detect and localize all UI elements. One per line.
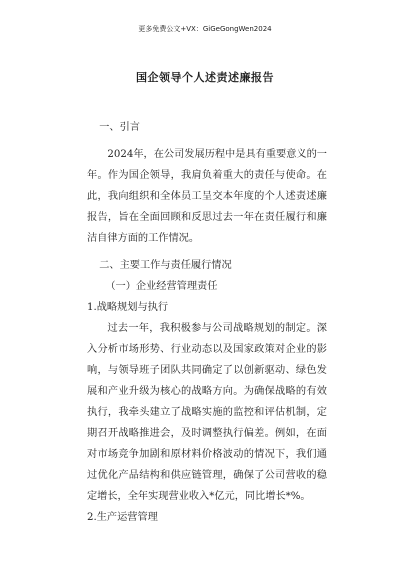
item-heading-strategy: 1.战略规划与执行 (87, 302, 169, 313)
strategy-paragraph: 过去一年，我积极参与公司战略规划的制定。深入分析市场形势、行业动态以及国家政策对企业的影响，与领导班子团队共同确定了以创新驱动、绿色发展和产业升级为核心的战略方向。为确保战略的有效执行，我牵头建立了战略实施的监控和评估机制，定期召开战略推进会，及时调整执行偏差。例如，在面对市场竞争加剧和原材料价格波动的情况下，我们通过优化产品结构和供应链管理，确保了公司营收的稳定增长，全年实现营业收入*亿元，同比增长*%。 (87, 323, 327, 502)
header-note: 更多免费公文+VX：GiGeGongWen2024 (138, 25, 272, 33)
section-heading-main: 二、主要工作与责任履行情况 (99, 260, 232, 271)
section-heading-intro: 一、引言 (99, 122, 140, 133)
document-body (87, 117, 327, 528)
item-heading-operations: 2.生产运营管理 (87, 512, 158, 523)
page-title: 国企领导个人述责述廉报告 (136, 71, 274, 84)
intro-paragraph: 2024年，在公司发展历程中是具有重要意义的一年。作为国企领导，我肩负着重大的责任与使命。在此，我向组织和全体员工呈交本年度的个人述责述廉报告，旨在全面回顾和反思过去一年在责任履行和廉洁自律方面的工作情况。 (87, 149, 327, 244)
subsection-heading: （一）企业经营管理责任 (105, 281, 218, 292)
